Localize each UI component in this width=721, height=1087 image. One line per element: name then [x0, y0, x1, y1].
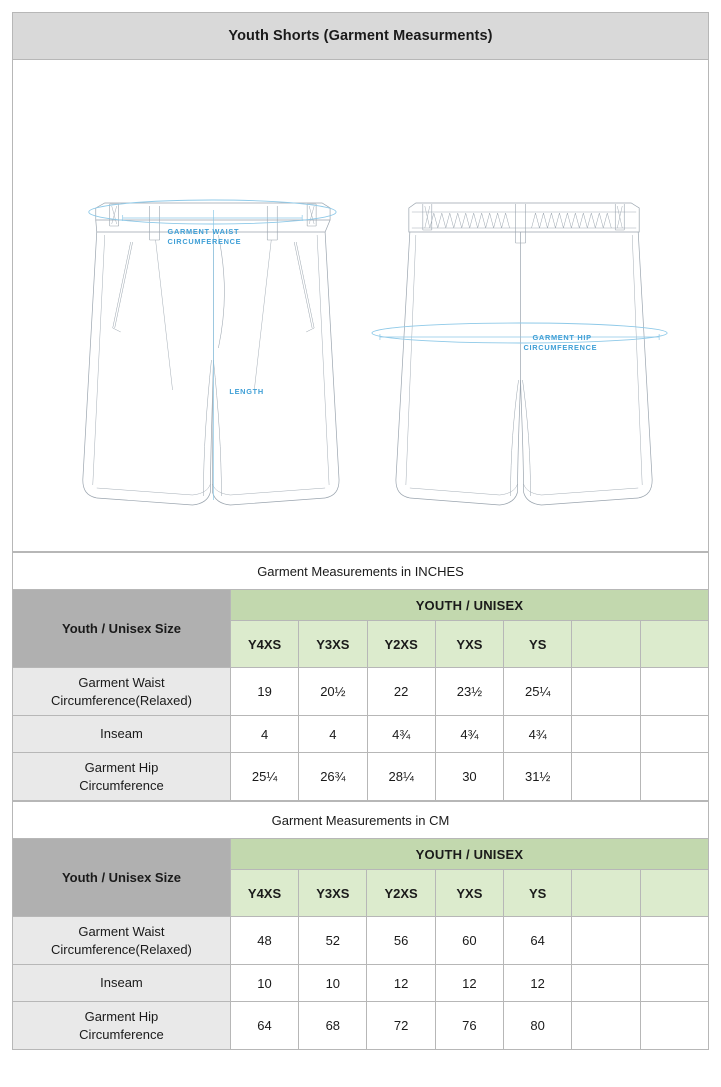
cell-inseam-ys: 4¾	[504, 716, 572, 753]
cell-hip-y4xs: 25¼	[230, 753, 298, 801]
waist-label-line1: GARMENT WAIST	[167, 226, 240, 237]
cell-inseam-empty-2	[640, 965, 708, 1002]
unit-title: Garment Measurements in CM	[13, 802, 709, 839]
cell-inseam-y2xs: 12	[367, 965, 435, 1002]
cell-hip-empty-2	[640, 1002, 708, 1050]
size-column-empty-2	[640, 870, 708, 917]
row-label-hip	[13, 753, 231, 801]
shorts-front-view	[83, 203, 339, 505]
size-label-header: Youth / Unisex Size	[13, 839, 231, 917]
size-column-y4xs[interactable]: Y4XS	[230, 870, 298, 917]
cell-hip-empty-1	[572, 1002, 640, 1050]
cell-inseam-empty-2	[640, 716, 708, 753]
size-column-empty-1	[572, 870, 640, 917]
waist-label-line2: CIRCUMFERENCE	[167, 236, 242, 247]
cm-measurement-table	[12, 801, 709, 1050]
hip-circumference-ellipse	[372, 323, 667, 343]
table-row	[13, 668, 709, 716]
table-row	[13, 753, 709, 801]
cell-waist-y4xs: 19	[230, 668, 298, 716]
shorts-back-view	[396, 203, 652, 505]
table-row	[13, 716, 709, 753]
length-label: LENGTH	[229, 386, 264, 397]
size-column-y4xs[interactable]: Y4XS	[230, 621, 298, 668]
row-label-line2: Circumference(Relaxed)	[51, 941, 192, 957]
size-column-y3xs[interactable]: Y3XS	[299, 621, 367, 668]
cell-waist-y3xs: 52	[299, 917, 367, 965]
cell-waist-ys: 25¼	[504, 668, 572, 716]
size-label-header: Youth / Unisex Size	[13, 590, 231, 668]
cell-hip-y4xs: 64	[230, 1002, 298, 1050]
size-column-yxs[interactable]: YXS	[435, 621, 503, 668]
row-label-line2: Circumference	[79, 1026, 164, 1042]
page-title: Youth Shorts (Garment Measurments)	[228, 28, 493, 44]
inches-measurement-table	[12, 552, 709, 801]
row-label-hip	[13, 1002, 231, 1050]
cell-inseam-y3xs: 4	[299, 716, 367, 753]
row-label-line2: Circumference	[79, 777, 164, 793]
row-label-waist	[13, 668, 231, 716]
cell-waist-y4xs: 48	[230, 917, 298, 965]
hip-label-line1: GARMENT HIP	[532, 332, 592, 343]
cell-inseam-yxs: 4¾	[435, 716, 503, 753]
group-band-row	[13, 590, 709, 621]
cell-waist-y2xs: 56	[367, 917, 435, 965]
size-column-empty-2	[640, 621, 708, 668]
size-column-y2xs[interactable]: Y2XS	[367, 870, 435, 917]
unit-title: Garment Measurements in INCHES	[13, 553, 709, 590]
cell-inseam-yxs: 12	[435, 965, 503, 1002]
cell-waist-yxs: 60	[435, 917, 503, 965]
cell-hip-y3xs: 26¾	[299, 753, 367, 801]
cell-hip-y2xs: 72	[367, 1002, 435, 1050]
row-label-line1: Garment Hip	[84, 760, 159, 776]
cell-inseam-y3xs: 10	[299, 965, 367, 1002]
size-column-ys[interactable]: YS	[504, 870, 572, 917]
cell-waist-empty-2	[640, 917, 708, 965]
unit-title-row	[13, 553, 709, 590]
garment-illustration-panel	[12, 59, 709, 552]
hip-label-line2: CIRCUMFERENCE	[523, 342, 598, 353]
row-label-line2: Circumference(Relaxed)	[51, 692, 192, 708]
cell-hip-ys: 31½	[504, 753, 572, 801]
table-row	[13, 1002, 709, 1050]
cell-waist-y3xs: 20½	[299, 668, 367, 716]
row-label-waist	[13, 917, 231, 965]
table-row	[13, 917, 709, 965]
row-label-inseam: Inseam	[13, 716, 231, 753]
cell-hip-ys: 80	[504, 1002, 572, 1050]
cell-waist-yxs: 23½	[435, 668, 503, 716]
cell-waist-empty-2	[640, 668, 708, 716]
cell-waist-empty-1	[572, 917, 640, 965]
cell-hip-y3xs: 68	[299, 1002, 367, 1050]
row-label-inseam: Inseam	[13, 965, 231, 1002]
cell-inseam-ys: 12	[504, 965, 572, 1002]
unit-title-row	[13, 802, 709, 839]
cell-inseam-empty-1	[572, 716, 640, 753]
cell-hip-y2xs: 28¼	[367, 753, 435, 801]
cell-inseam-y2xs: 4¾	[367, 716, 435, 753]
row-label-line1: Garment Waist	[78, 924, 165, 940]
size-column-empty-1	[572, 621, 640, 668]
waist-circumference-ellipse	[89, 200, 336, 224]
cell-hip-yxs: 30	[435, 753, 503, 801]
cell-waist-empty-1	[572, 668, 640, 716]
row-label-line1: Garment Hip	[84, 1009, 159, 1025]
cell-waist-ys: 64	[504, 917, 572, 965]
cell-inseam-y4xs: 10	[230, 965, 298, 1002]
size-column-ys[interactable]: YS	[504, 621, 572, 668]
group-band-row	[13, 839, 709, 870]
size-column-y3xs[interactable]: Y3XS	[299, 870, 367, 917]
cell-hip-empty-1	[572, 753, 640, 801]
row-label-line1: Garment Waist	[78, 675, 165, 691]
cell-hip-yxs: 76	[435, 1002, 503, 1050]
cell-inseam-y4xs: 4	[230, 716, 298, 753]
group-band-label: YOUTH / UNISEX	[230, 590, 708, 621]
cell-inseam-empty-1	[572, 965, 640, 1002]
shorts-technical-drawing	[13, 60, 708, 551]
table-row	[13, 965, 709, 1002]
cell-hip-empty-2	[640, 753, 708, 801]
size-column-y2xs[interactable]: Y2XS	[367, 621, 435, 668]
chart-title-bar	[12, 12, 709, 59]
size-column-yxs[interactable]: YXS	[435, 870, 503, 917]
group-band-label: YOUTH / UNISEX	[230, 839, 708, 870]
cell-waist-y2xs: 22	[367, 668, 435, 716]
